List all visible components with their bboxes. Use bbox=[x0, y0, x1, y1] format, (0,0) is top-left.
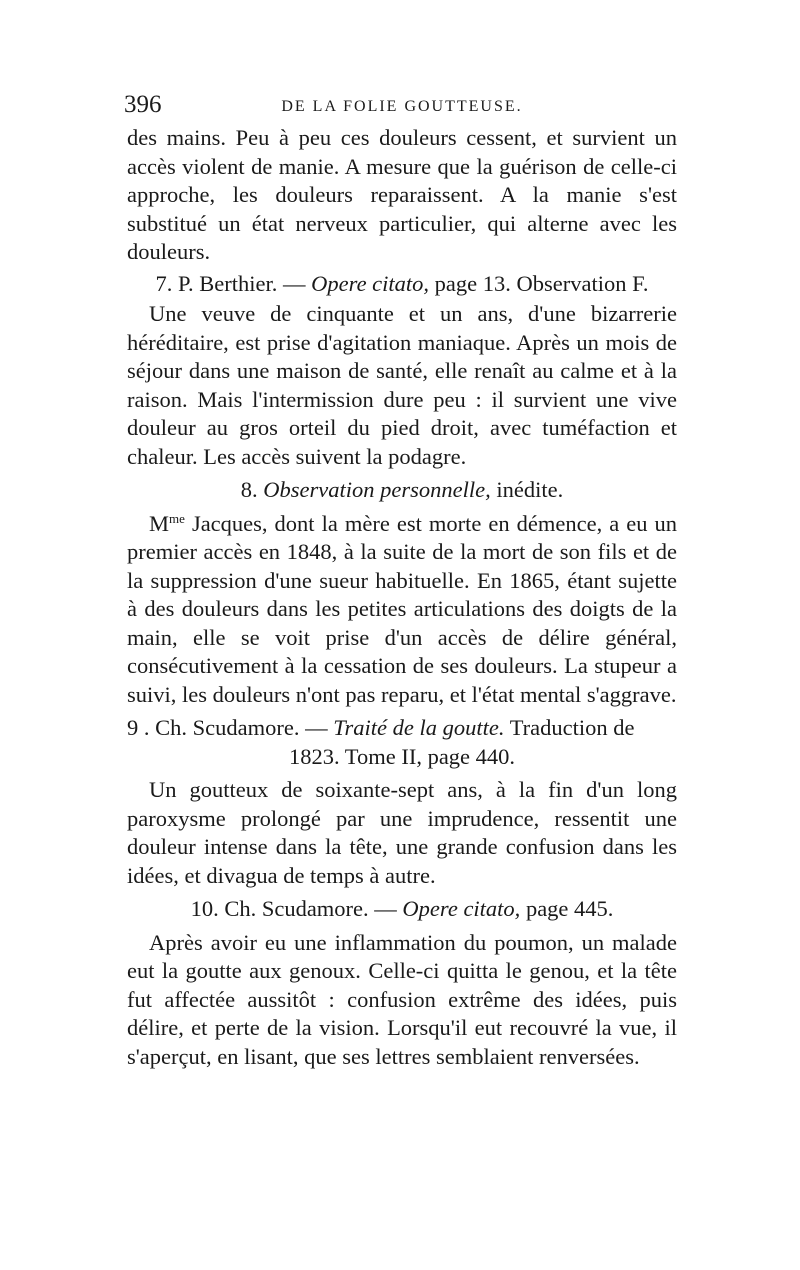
observation-author: Ch. Scudamore. — bbox=[224, 896, 397, 921]
observation-reference: page 445. bbox=[525, 896, 614, 921]
paragraph-observation-7: Une veuve de cinquante et un ans, d'une bizarrerie héréditaire, est prise d'agitation maniaque. Après un mois de séjour dans une maison de santé, elle renaît au calme et à la raison. Mais l'intermission dure peu : il survient une vive douleur au gros orteil du pied droit, avec tuméfaction et chaleur. Les accès suivent la podagre. bbox=[127, 301, 677, 469]
observation-heading-8 bbox=[127, 476, 677, 505]
observation-heading-9 bbox=[127, 714, 677, 743]
paragraph-observation-10: Après avoir eu une inflammation du poumon, un malade eut la goutte aux genoux. Celle-ci quitta le genou, et la tête fut affectée aussitôt : confusion extrême des idées, puis délire, et perte de la vision. Lorsqu'il eut recouvré la vue, il s'aperçut, en lisant, que ses lettres semblaient renversées. bbox=[127, 929, 677, 1069]
page-body bbox=[127, 124, 677, 1071]
observation-author: P. Berthier. — bbox=[178, 270, 306, 296]
observation-heading-7 bbox=[127, 270, 677, 299]
observation-author: Ch. Scudamore. — bbox=[155, 715, 328, 740]
paragraph-observation-9: Un goutteux de soixante-sept ans, à la fin d'un long paroxysme prolongé par une imprudence, ressentit une douleur intense dans la tête, une grande confusion dans les idées, et divagua de temps à autre. bbox=[127, 777, 677, 888]
observation-work-title: Opere citato, bbox=[311, 270, 430, 296]
observation-work-title: Opere citato, bbox=[402, 896, 521, 921]
running-title: DE LA FOLIE GOUTTEUSE. bbox=[281, 98, 523, 115]
paragraph-observation-8 bbox=[127, 510, 677, 710]
page-number: 396 bbox=[124, 91, 162, 118]
honorific: M bbox=[149, 510, 170, 536]
observation-work-title: Traité de la goutte. bbox=[333, 715, 505, 740]
observation-work-title: Observation personnelle, bbox=[263, 477, 491, 502]
observation-reference: page 13. Observation F. bbox=[434, 270, 649, 296]
honorific-superscript: me bbox=[169, 510, 185, 526]
paragraph-continuation: des mains. Peu à peu ces douleurs cessent, et survient un accès violent de manie. A mesure que la guérison de celle-ci approche, les douleurs reparaissent. A la manie s'est substitué un état nerveux particulier, qui alterne avec les douleurs. bbox=[127, 125, 677, 264]
observation-number: 10. bbox=[190, 896, 219, 921]
page-header bbox=[124, 88, 680, 122]
observation-reference: Traduction de bbox=[509, 715, 635, 740]
observation-reference: inédite. bbox=[496, 477, 564, 502]
observation-heading-9-line2: 1823. Tome II, page 440. bbox=[288, 743, 516, 769]
observation-number: 8. bbox=[240, 477, 258, 502]
observation-heading-10 bbox=[127, 895, 677, 924]
observation-number: 9 . bbox=[127, 715, 150, 740]
paragraph-text: Jacques, dont la mère est morte en démence, a eu un premier accès en 1848, à la suite de la mort de son fils et de la suppression d'une sueur habituelle. En 1865, étant sujette à des douleurs dans les petites articulations des doigts de la main, elle se voit prise d'un accès de délire général, consécutivement à la cessation de ses douleurs. La stupeur a suivi, les douleurs n'ont pas reparu, et l'état mental s'aggrave. bbox=[127, 510, 678, 707]
observation-number: 7. bbox=[155, 270, 173, 296]
